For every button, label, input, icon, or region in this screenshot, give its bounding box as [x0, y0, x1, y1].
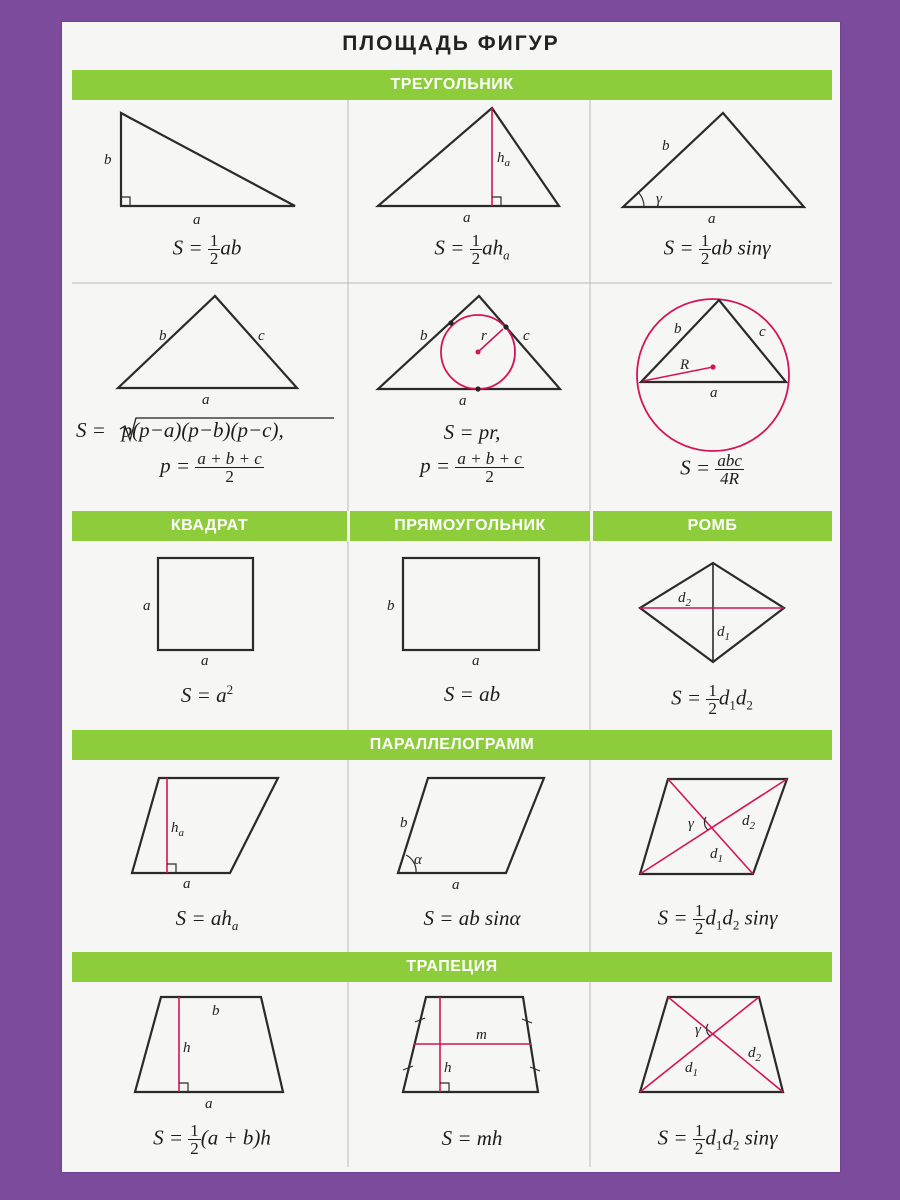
label-h: h — [444, 1060, 452, 1076]
formula-semiperimeter-2: p = $\frac{a + b + c}{2}$ — [420, 449, 522, 486]
label-d1: $d_1$ — [710, 846, 723, 865]
label-h: h — [183, 1040, 191, 1056]
figures-svg — [62, 22, 840, 1172]
label-a: a — [452, 877, 460, 893]
section-title-rhombus: РОМБ — [687, 517, 738, 534]
label-gamma: γ — [656, 191, 662, 207]
label-h: $h_a$ — [171, 820, 184, 839]
triangle-circumscribed-circle — [637, 299, 789, 451]
label-alpha: α — [414, 852, 422, 868]
square-figure — [158, 558, 253, 650]
label-a: a — [183, 876, 191, 892]
label-b: b — [387, 598, 395, 614]
formula-parallelogram-height: $S = ah_a$ — [175, 906, 239, 934]
label-a: a — [472, 653, 480, 669]
label-a: a — [459, 393, 467, 409]
formula-triangle-height: S = $\frac{1}{2}$ $ah_a$ — [434, 231, 510, 268]
label-r: r — [481, 328, 487, 344]
formula-inradius: S = pr, — [443, 420, 501, 444]
formula-trapezoid-diagonals: S = $\frac{1}{2}$ $d_1d_2$ sinγ — [657, 1121, 778, 1158]
label-c: c — [523, 328, 530, 344]
label-m: m — [476, 1027, 487, 1043]
label-a: a — [708, 211, 716, 227]
formula-rhombus: S = $\frac{1}{2}$ $d_1d_2$ — [671, 681, 753, 718]
triangle-inscribed-circle — [378, 296, 560, 392]
label-d2: $d_2$ — [742, 813, 755, 832]
formula-triangle-sin: S = $\frac{1}{2}$ ab sinγ — [663, 231, 771, 268]
section-title-rectangle: ПРЯМОУГОЛЬНИК — [394, 517, 546, 534]
label-a: a — [205, 1096, 213, 1112]
formula-parallelogram-sin: S = ab sinα — [423, 906, 521, 930]
right-triangle — [121, 113, 295, 206]
section-title-square: КВАДРАТ — [170, 517, 249, 534]
triangle-heron — [118, 296, 297, 388]
label-a: a — [193, 212, 201, 228]
trapezoid-midline — [403, 997, 540, 1092]
label-a: a — [143, 598, 151, 614]
formula-parallelogram-diagonals: S = $\frac{1}{2}$ $d_1d_2$ sinγ — [657, 901, 778, 938]
triangle-with-height — [378, 108, 559, 206]
label-b: b — [662, 138, 670, 154]
label-b: b — [674, 321, 682, 337]
formula-heron: S = p(p−a)(p−b)(p−c), — [76, 418, 284, 442]
label-b: b — [212, 1003, 220, 1019]
parallelogram-height — [132, 778, 278, 873]
formula-rectangle: S = ab — [443, 682, 501, 706]
rhombus-figure — [640, 563, 784, 662]
triangle-with-angle — [623, 113, 804, 207]
label-a: a — [202, 392, 210, 408]
label-d1: $d_1$ — [717, 624, 730, 643]
label-gamma: γ — [695, 1022, 701, 1038]
label-b: b — [420, 328, 428, 344]
poster-sheet — [62, 22, 840, 1172]
label-a: a — [201, 653, 209, 669]
label-R: R — [680, 357, 690, 373]
formula-trapezoid-midline: S = mh — [441, 1126, 503, 1150]
label-b: b — [159, 328, 167, 344]
trapezoid-height — [135, 997, 283, 1092]
label-d2: $d_2$ — [678, 590, 691, 609]
label-c: c — [258, 328, 265, 344]
section-title-triangle: ТРЕУГОЛЬНИК — [390, 76, 514, 93]
label-b: b — [400, 815, 408, 831]
label-gamma: γ — [688, 816, 694, 832]
formula-trapezoid: S = $\frac{1}{2}$ (a + b)h — [153, 1121, 271, 1158]
rectangle-figure — [403, 558, 539, 650]
page-title: ПЛОЩАДЬ ФИГУР — [342, 32, 560, 55]
label-c: c — [759, 324, 766, 340]
formula-square: $S = a^2$ — [180, 682, 234, 707]
formula-right-triangle: S = $\frac{1}{2}$ ab — [172, 231, 242, 268]
label-b: b — [104, 152, 112, 168]
section-title-parallelogram: ПАРАЛЛЕЛОГРАММ — [369, 736, 535, 753]
label-a: a — [710, 385, 718, 401]
formula-circumradius: S = $\frac{\text{abc}}{4R}$ — [680, 451, 742, 488]
trapezoid-diagonals — [640, 997, 783, 1092]
label-d2: $d_2$ — [748, 1045, 761, 1064]
section-title-trapezoid: ТРАПЕЦИЯ — [406, 958, 498, 975]
formula-semiperimeter: p = $\frac{a + b + c}{2}$ — [160, 449, 262, 486]
label-d1: $d_1$ — [685, 1060, 698, 1079]
label-a: a — [463, 210, 471, 226]
label-h: $h_a$ — [497, 150, 510, 169]
